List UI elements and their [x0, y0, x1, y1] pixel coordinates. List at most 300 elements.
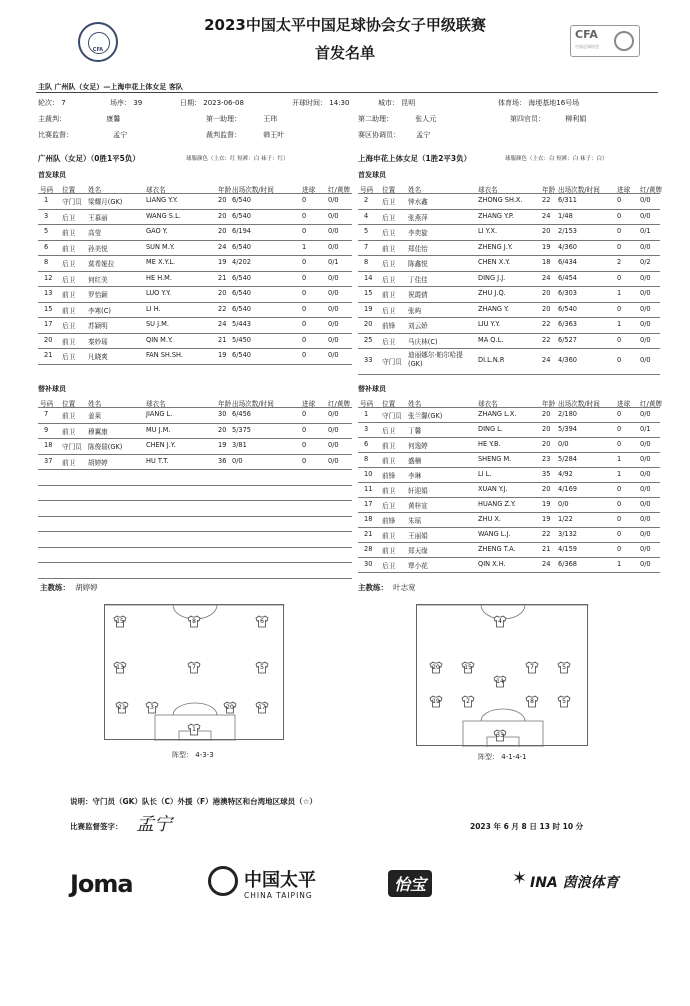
shirt-number: 15	[464, 664, 472, 671]
shirt-name: LI Y.X.	[478, 227, 498, 235]
player-number: 18	[44, 441, 53, 449]
goals: 1	[617, 470, 622, 478]
home-kit: 球服颜色（上衣：红 短裤：白 袜子：红）	[186, 156, 289, 162]
appearances-minutes: 6/540	[232, 289, 252, 297]
row-divider	[38, 333, 352, 334]
player-position: 前卫	[382, 547, 396, 555]
legend-note: 说明：守门员（GK）队长（C）外援（F）港澳特区和台湾地区球员（☆）	[70, 797, 317, 806]
player-position: 后卫	[382, 260, 396, 268]
player-age: 19	[218, 441, 227, 449]
empty-row-divider	[38, 531, 352, 532]
shirt-number: 6	[260, 618, 264, 625]
goals: 0	[617, 440, 622, 448]
player-position: 前卫	[382, 291, 396, 299]
empty-row-divider	[38, 500, 352, 501]
column-header: 进球	[302, 400, 316, 408]
red-yellow-cards: 0/0	[640, 455, 651, 463]
row-divider	[38, 438, 352, 439]
column-header: 姓名	[88, 186, 102, 194]
row-divider	[358, 452, 660, 453]
empty-row-divider	[38, 516, 352, 517]
appearances-minutes: 6/454	[558, 273, 578, 282]
red-yellow-cards: 0/0	[640, 356, 651, 364]
sponsor-china-taiping: 中国太平	[244, 870, 316, 891]
player-age: 19	[542, 515, 551, 523]
cfa-logo: CFA 中国足球协会	[570, 25, 640, 57]
player-position: 守门员	[382, 358, 402, 366]
goals: 0	[302, 227, 307, 235]
goals: 0	[302, 351, 307, 359]
player-position: 前卫	[62, 244, 76, 253]
player-number: 6	[44, 242, 49, 251]
red-yellow-cards: 0/0	[640, 545, 651, 553]
player-age: 22	[542, 530, 551, 538]
goals: 0	[617, 227, 622, 235]
player-shirt-icon	[557, 695, 571, 708]
red-yellow-cards: 0/0	[640, 500, 651, 508]
player-age: 21	[218, 335, 227, 344]
match-date: 日期： 2023-06-08	[180, 99, 244, 107]
player-position: 前卫	[382, 532, 396, 540]
goals: 0	[302, 320, 307, 328]
appearances-minutes: 6/456	[232, 410, 252, 418]
player-name: 迪丽娜尔·帕尔哈提(GK)	[408, 351, 463, 368]
player-age: 20	[542, 289, 551, 297]
row-divider	[358, 407, 660, 408]
player-shirt-icon	[461, 695, 475, 708]
kickoff: 开球时间： 14:30	[292, 99, 350, 107]
player-position: 守门员	[382, 412, 402, 420]
player-name: 凡晓爽	[88, 353, 108, 361]
appearances-minutes: 2/180	[558, 410, 578, 418]
red-yellow-cards: 0/0	[328, 441, 339, 449]
goals: 0	[302, 456, 307, 465]
column-header: 姓名	[408, 400, 422, 408]
player-age: 19	[542, 242, 551, 251]
player-position: 后卫	[62, 213, 76, 222]
player-name: 李奕旋	[408, 229, 428, 237]
red-yellow-cards: 0/0	[328, 196, 339, 204]
player-name: 高莹	[88, 229, 102, 237]
player-age: 21	[218, 273, 227, 282]
player-age: 20	[218, 425, 227, 434]
appearances-minutes: 5/284	[558, 455, 578, 463]
column-header: 号码	[40, 400, 54, 408]
column-header: 进球	[302, 186, 316, 194]
player-number: 2	[364, 196, 369, 204]
player-position: 后卫	[382, 502, 396, 510]
player-name: 梁耀月(GK)	[88, 198, 123, 206]
red-yellow-cards: 0/0	[640, 530, 651, 538]
column-header: 球衣名	[478, 186, 498, 194]
row-divider	[358, 240, 660, 241]
row-divider	[38, 209, 352, 210]
player-number: 11	[364, 485, 373, 493]
player-shirt-icon	[557, 661, 571, 674]
shirt-name: ZHANG Y.P.	[478, 211, 514, 220]
appearances-minutes: 6/303	[558, 289, 578, 297]
player-position: 前卫	[62, 306, 76, 315]
goals: 0	[302, 335, 307, 344]
empty-row-divider	[38, 562, 352, 563]
goals: 0	[302, 289, 307, 297]
appearances-minutes: 0/0	[558, 500, 569, 508]
player-name: 刘云娇	[408, 322, 428, 330]
appearances-minutes: 6/540	[232, 273, 252, 282]
shirt-number: 7	[530, 664, 534, 671]
goals: 0	[617, 485, 622, 493]
player-name: 何红美	[88, 275, 108, 284]
player-position: 后卫	[62, 322, 76, 330]
player-position: 前锋	[382, 472, 396, 480]
shirt-name: FAN SH.SH.	[146, 351, 183, 359]
ina-star-icon: ✶	[512, 868, 528, 889]
appearances-minutes: 6/540	[558, 304, 578, 313]
row-divider	[358, 209, 660, 210]
player-age: 20	[542, 304, 551, 313]
shirt-number: 5	[562, 698, 566, 705]
column-header: 年龄	[218, 186, 232, 194]
appearances-minutes: 6/540	[232, 196, 252, 204]
starters-section-label: 首发球员	[358, 171, 386, 179]
goals: 0	[617, 425, 622, 433]
goals: 0	[617, 530, 622, 538]
player-position: 后卫	[382, 213, 396, 222]
player-position: 前卫	[382, 442, 396, 450]
china-taiping-emblem-icon	[208, 866, 238, 896]
shirt-name: DI.L.N.R	[478, 356, 505, 364]
appearances-minutes: 3/132	[558, 530, 578, 538]
shirt-name: QIN X.H.	[478, 560, 506, 568]
player-number: 18	[364, 515, 373, 523]
column-header: 红/黄牌	[328, 400, 351, 408]
player-position: 前卫	[382, 457, 396, 465]
player-name: 覃小花	[408, 562, 428, 570]
red-yellow-cards: 0/0	[640, 440, 651, 448]
player-number: 37	[44, 456, 53, 465]
red-yellow-cards: 0/0	[640, 320, 651, 328]
player-position: 前卫	[382, 244, 396, 253]
player-age: 22	[542, 196, 551, 204]
shirt-name: QIN M.Y.	[146, 335, 173, 344]
away-team-name: 上海申花上体女足（1胜2平3负）	[358, 154, 472, 163]
shirt-name: CHEN X.Y.	[478, 258, 511, 266]
shirt-number: 3	[150, 704, 154, 711]
player-age: 18	[542, 258, 551, 266]
assistant-1: 第一助理： 王玮	[206, 115, 278, 123]
appearances-minutes: 6/194	[232, 227, 252, 235]
goals: 0	[302, 425, 307, 434]
row-divider	[358, 333, 660, 334]
column-header: 位置	[62, 186, 76, 194]
shirt-name: ZHU J.Q.	[478, 289, 506, 297]
appearances-minutes: 5/450	[232, 335, 252, 344]
shirt-name: WANG L.J.	[478, 530, 511, 538]
goals: 0	[302, 196, 307, 204]
row-divider	[358, 482, 660, 483]
shirt-name: WANG S.L.	[146, 211, 181, 220]
player-number: 33	[364, 356, 373, 364]
starters-section-label: 首发球员	[38, 171, 66, 179]
column-header: 号码	[360, 400, 374, 408]
column-header: 号码	[360, 186, 374, 194]
appearances-minutes: 4/159	[558, 545, 578, 553]
player-number: 21	[364, 530, 373, 538]
column-header: 球衣名	[146, 400, 166, 408]
subs-section-label: 替补球员	[358, 385, 386, 393]
away-coach: 主教练： 叶志宽	[358, 583, 416, 592]
player-number: 10	[364, 470, 373, 478]
player-age: 20	[542, 485, 551, 493]
player-position: 守门员	[62, 198, 82, 206]
appearances-minutes: 4/92	[558, 470, 573, 478]
shirt-number: 14	[496, 678, 504, 685]
appearances-minutes: 1/22	[558, 515, 573, 523]
player-age: 24	[542, 211, 551, 220]
player-shirt-icon	[493, 675, 507, 688]
red-yellow-cards: 0/0	[328, 227, 339, 235]
player-position: 前锋	[382, 322, 396, 330]
red-yellow-cards: 0/0	[640, 335, 651, 344]
red-yellow-cards: 0/0	[640, 289, 651, 297]
player-position: 后卫	[382, 562, 396, 570]
player-name: 陈鑫悦	[408, 260, 428, 268]
player-position: 守门员	[62, 443, 82, 451]
column-header: 进球	[617, 400, 631, 408]
appearances-minutes: 4/360	[558, 242, 578, 251]
row-divider	[38, 240, 352, 241]
player-shirt-icon	[255, 615, 269, 628]
player-shirt-icon	[493, 615, 507, 628]
player-number: 1	[364, 410, 369, 418]
sponsor-yibao: 怡宝	[388, 870, 432, 897]
row-divider	[38, 224, 352, 225]
appearances-minutes: 6/368	[558, 560, 578, 568]
shirt-name: ZHU X.	[478, 515, 502, 523]
column-header: 球衣名	[146, 186, 166, 194]
player-number: 13	[44, 289, 53, 297]
goals: 0	[617, 356, 622, 364]
row-divider	[358, 286, 660, 287]
player-position: 后卫	[62, 260, 76, 268]
player-position: 前卫	[62, 412, 76, 420]
divider	[36, 92, 658, 93]
home-formation: 阵型： 4-3-3	[172, 751, 214, 759]
red-yellow-cards: 0/0	[640, 304, 651, 313]
player-name: 盛楠	[408, 457, 422, 465]
empty-row-divider	[38, 547, 352, 548]
column-header: 出场次数/时间	[232, 400, 274, 408]
shirt-number: 8	[192, 618, 196, 625]
empty-row-divider	[38, 485, 352, 486]
player-number: 6	[364, 440, 369, 448]
column-header: 出场次数/时间	[558, 400, 600, 408]
shirt-name: HE H.M.	[146, 273, 172, 282]
player-age: 24	[218, 242, 227, 251]
player-shirt-icon	[187, 661, 201, 674]
player-age: 24	[542, 356, 551, 364]
away-formation-pitch	[416, 604, 588, 746]
shirt-number: 21	[118, 704, 126, 711]
goals: 0	[617, 211, 622, 220]
player-name: 丁馨	[408, 427, 422, 435]
goals: 1	[617, 289, 622, 297]
player-name: 丁佳佳	[408, 275, 428, 284]
appearances-minutes: 6/540	[232, 211, 252, 220]
city: 城市： 昆明	[378, 99, 416, 107]
player-position: 后卫	[62, 275, 76, 284]
player-name: 罗怡颖	[88, 291, 108, 299]
column-header: 号码	[40, 186, 54, 194]
shirt-name: MA Q.L.	[478, 335, 504, 344]
sponsor-ina: INA 茵浪体育	[530, 875, 619, 891]
shirt-number: 1	[192, 726, 196, 733]
row-divider	[358, 317, 660, 318]
cfa-crest-logo: CFA	[78, 22, 118, 62]
player-position: 前卫	[382, 487, 396, 495]
player-name: 郑天缘	[408, 547, 428, 555]
goals: 0	[617, 273, 622, 282]
red-yellow-cards: 0/0	[328, 242, 339, 251]
appearances-minutes: 6/540	[232, 351, 252, 359]
column-header: 位置	[62, 400, 76, 408]
player-number: 8	[364, 258, 369, 266]
red-yellow-cards: 0/0	[328, 320, 339, 328]
player-position: 前卫	[62, 229, 76, 237]
player-name: 祝霞倩	[408, 291, 428, 299]
appearances-minutes: 5/375	[232, 425, 252, 434]
shirt-name: HU T.T.	[146, 456, 169, 465]
player-number: 8	[364, 455, 369, 463]
player-number: 15	[44, 304, 53, 313]
red-yellow-cards: 0/0	[640, 273, 651, 282]
player-name: 胡婷婷	[88, 458, 108, 467]
player-name: 王慕丽	[88, 213, 108, 222]
player-number: 25	[364, 335, 373, 344]
player-name: 苏颖明	[88, 322, 108, 330]
goals: 0	[617, 410, 622, 418]
player-name: 黄梓宣	[408, 502, 428, 510]
player-name: 张兰馨(GK)	[408, 412, 443, 420]
player-position: 前卫	[62, 337, 76, 346]
player-number: 28	[364, 545, 373, 553]
goals: 0	[302, 410, 307, 418]
shirt-number: 15	[116, 618, 124, 625]
column-header: 红/黄牌	[640, 400, 663, 408]
row-divider	[358, 572, 660, 573]
player-position: 前卫	[62, 291, 76, 299]
player-age: 22	[218, 304, 227, 313]
shirt-number: 13	[116, 664, 124, 671]
red-yellow-cards: 0/0	[640, 242, 651, 251]
shirt-number: 8	[530, 698, 534, 705]
goals: 1	[302, 242, 307, 251]
red-yellow-cards: 0/0	[328, 211, 339, 220]
player-shirt-icon	[187, 723, 201, 736]
player-age: 21	[542, 545, 551, 553]
shirt-number: 17	[258, 704, 266, 711]
shirt-number: 5	[260, 664, 264, 671]
player-age: 20	[542, 425, 551, 433]
player-number: 17	[364, 500, 373, 508]
player-position: 后卫	[382, 198, 396, 206]
player-shirt-icon	[187, 615, 201, 628]
red-yellow-cards: 0/0	[640, 410, 651, 418]
goals: 0	[617, 242, 622, 251]
shirt-name: ZHANG L.X.	[478, 410, 517, 418]
shirt-name: CHEN J.Y.	[146, 441, 176, 449]
shirt-name: HE Y.B.	[478, 440, 501, 448]
appearances-minutes: 4/360	[558, 356, 578, 364]
red-yellow-cards: 0/0	[328, 351, 339, 359]
row-divider	[38, 317, 352, 318]
player-shirt-icon	[255, 661, 269, 674]
appearances-minutes: 6/540	[232, 242, 252, 251]
appearances-minutes: 5/443	[232, 320, 252, 328]
player-age: 22	[542, 320, 551, 328]
goals: 0	[617, 545, 622, 553]
sponsor-joma: Joma	[70, 870, 133, 898]
shirt-number: 5	[562, 664, 566, 671]
column-header: 进球	[617, 186, 631, 194]
player-position: 后卫	[382, 427, 396, 435]
appearances-minutes: 1/48	[558, 211, 573, 220]
appearances-minutes: 4/169	[558, 485, 578, 493]
referee: 主裁判： 康馨	[38, 115, 121, 123]
goals: 0	[302, 211, 307, 220]
row-divider	[358, 527, 660, 528]
player-age: 30	[218, 410, 227, 418]
goals: 0	[302, 441, 307, 449]
shirt-name: ZHENG J.Y.	[478, 242, 513, 251]
shirt-name: GAO Y.	[146, 227, 168, 235]
player-number: 7	[364, 242, 369, 251]
row-divider	[358, 512, 660, 513]
player-position: 前卫	[62, 458, 76, 467]
player-age: 35	[542, 470, 551, 478]
row-divider	[358, 255, 660, 256]
row-divider	[358, 422, 660, 423]
player-number: 30	[364, 560, 373, 568]
row-divider	[358, 467, 660, 468]
player-shirt-icon	[255, 701, 269, 714]
home-coach: 主教练： 胡婷婷	[40, 583, 98, 592]
round: 轮次： 7	[38, 99, 66, 107]
player-number: 20	[44, 335, 53, 344]
appearances-minutes: 6/540	[232, 304, 252, 313]
subs-section-label: 替补球员	[38, 385, 66, 393]
shirt-name: DING J.J.	[478, 273, 506, 282]
row-divider	[358, 497, 660, 498]
goals: 1	[617, 455, 622, 463]
player-name: 轩迎娟	[408, 487, 428, 495]
column-header: 姓名	[88, 400, 102, 408]
appearances-minutes: 6/527	[558, 335, 578, 344]
player-shirt-icon	[429, 695, 443, 708]
column-header: 球衣名	[478, 400, 498, 408]
player-name: 朱瑶	[408, 517, 422, 525]
player-number: 3	[364, 425, 369, 433]
appearances-minutes: 0/0	[558, 440, 569, 448]
shirt-name: LIANG Y.Y.	[146, 196, 178, 204]
home-formation-pitch	[104, 604, 284, 740]
assistant-2: 第二助理： 张人元	[358, 115, 437, 123]
player-name: 马庆林(C)	[408, 337, 438, 346]
player-age: 20	[218, 196, 227, 204]
column-header: 出场次数/时间	[558, 186, 600, 194]
shirt-name: ZHENG T.A.	[478, 545, 516, 553]
red-yellow-cards: 0/0	[640, 560, 651, 568]
